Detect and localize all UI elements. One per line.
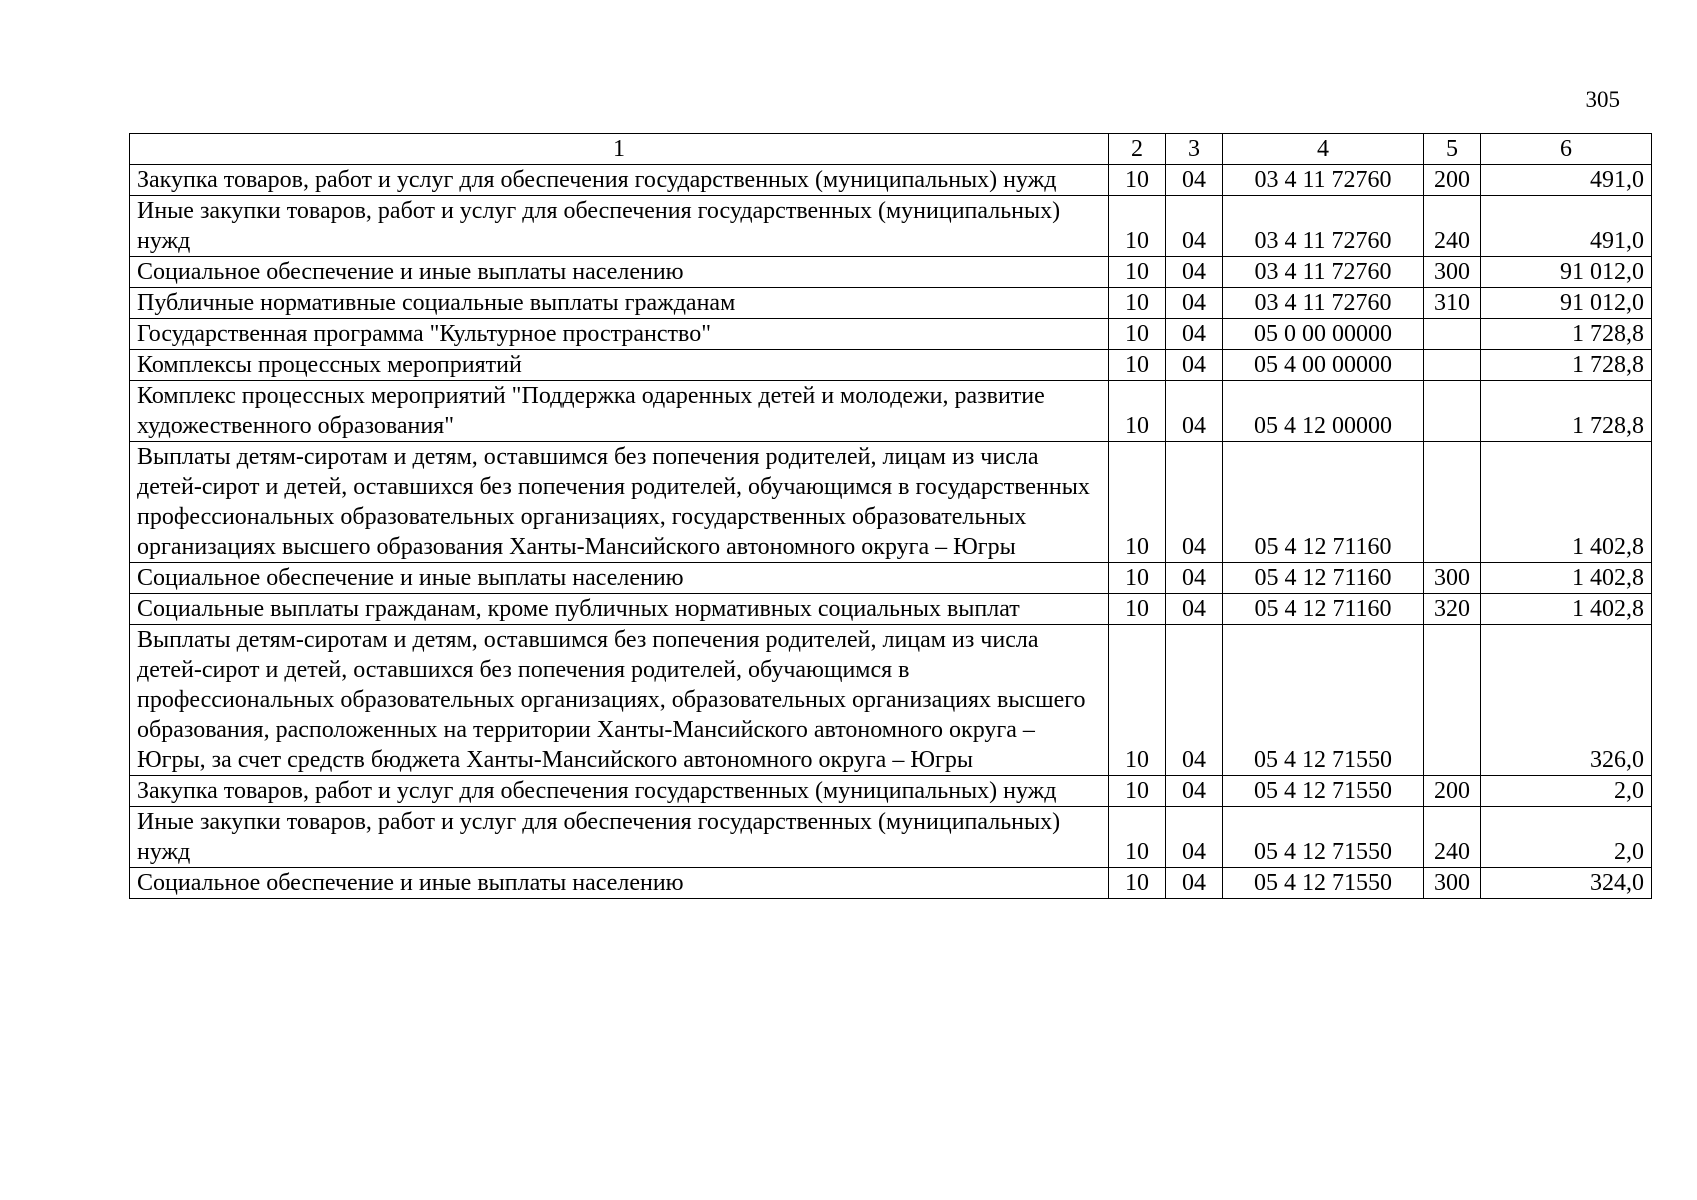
item-name: Государственная программа "Культурное пространство" — [130, 319, 1109, 350]
subsection-code: 04 — [1166, 319, 1223, 350]
section-code: 10 — [1109, 381, 1166, 442]
table-row — [130, 381, 1652, 442]
section-code: 10 — [1109, 868, 1166, 899]
table-row — [130, 165, 1652, 196]
target-article-code: 05 4 12 71160 — [1223, 563, 1424, 594]
expense-type-code — [1424, 442, 1481, 563]
section-code: 10 — [1109, 563, 1166, 594]
amount: 1 402,8 — [1481, 442, 1652, 563]
target-article-code: 05 4 12 71550 — [1223, 807, 1424, 868]
subsection-code: 04 — [1166, 807, 1223, 868]
item-name: Комплексы процессных мероприятий — [130, 350, 1109, 381]
item-name: Иные закупки товаров, работ и услуг для обеспечения государственных (муниципальных) нужд — [130, 196, 1109, 257]
item-name: Социальное обеспечение и иные выплаты населению — [130, 868, 1109, 899]
item-name: Социальное обеспечение и иные выплаты населению — [130, 257, 1109, 288]
section-code: 10 — [1109, 288, 1166, 319]
table-row — [130, 442, 1652, 563]
section-code: 10 — [1109, 196, 1166, 257]
amount: 1 728,8 — [1481, 350, 1652, 381]
target-article-code: 05 4 00 00000 — [1223, 350, 1424, 381]
table-row — [130, 563, 1652, 594]
subsection-code: 04 — [1166, 350, 1223, 381]
target-article-code: 03 4 11 72760 — [1223, 165, 1424, 196]
table-row — [130, 196, 1652, 257]
item-name: Социальное обеспечение и иные выплаты населению — [130, 563, 1109, 594]
subsection-code: 04 — [1166, 257, 1223, 288]
item-name: Выплаты детям-сиротам и детям, оставшимся без попечения родителей, лицам из числа детей-сирот и детей, оставшихся без попечения родителей, обучающимся в государственных профессиональных образовательных организациях, государственных образовательных организациях высшего образования Ханты-Мансийского автономного округа – Югры — [130, 442, 1109, 563]
expense-type-code: 240 — [1424, 807, 1481, 868]
expense-type-code: 300 — [1424, 257, 1481, 288]
target-article-code: 05 4 12 71550 — [1223, 868, 1424, 899]
expense-type-code: 200 — [1424, 165, 1481, 196]
amount: 2,0 — [1481, 807, 1652, 868]
budget-table — [129, 133, 1652, 899]
amount: 491,0 — [1481, 196, 1652, 257]
expense-type-code — [1424, 350, 1481, 381]
subsection-code: 04 — [1166, 288, 1223, 319]
column-header-6: 6 — [1481, 134, 1652, 165]
item-name: Комплекс процессных мероприятий "Поддержка одаренных детей и молодежи, развитие художественного образования" — [130, 381, 1109, 442]
item-name: Выплаты детям-сиротам и детям, оставшимся без попечения родителей, лицам из числа детей-сирот и детей, оставшихся без попечения родителей, обучающимся в профессиональных образовательных организациях, образовательных организациях высшего образования, расположенных на территории Ханты-Мансийского автономного округа – Югры, за счет средств бюджета Ханты-Мансийского автономного округа – Югры — [130, 625, 1109, 776]
expense-type-code: 300 — [1424, 563, 1481, 594]
target-article-code: 03 4 11 72760 — [1223, 196, 1424, 257]
subsection-code: 04 — [1166, 442, 1223, 563]
subsection-code: 04 — [1166, 594, 1223, 625]
table-row — [130, 257, 1652, 288]
amount: 1 728,8 — [1481, 319, 1652, 350]
amount: 324,0 — [1481, 868, 1652, 899]
subsection-code: 04 — [1166, 196, 1223, 257]
subsection-code: 04 — [1166, 868, 1223, 899]
subsection-code: 04 — [1166, 165, 1223, 196]
expense-type-code: 240 — [1424, 196, 1481, 257]
header-row — [130, 134, 1652, 165]
item-name: Закупка товаров, работ и услуг для обеспечения государственных (муниципальных) нужд — [130, 165, 1109, 196]
subsection-code: 04 — [1166, 381, 1223, 442]
subsection-code: 04 — [1166, 563, 1223, 594]
section-code: 10 — [1109, 442, 1166, 563]
page-number: 305 — [1585, 87, 1620, 112]
item-name: Закупка товаров, работ и услуг для обеспечения государственных (муниципальных) нужд — [130, 776, 1109, 807]
target-article-code: 03 4 11 72760 — [1223, 288, 1424, 319]
section-code: 10 — [1109, 625, 1166, 776]
amount: 91 012,0 — [1481, 288, 1652, 319]
table-row — [130, 868, 1652, 899]
column-header-3: 3 — [1166, 134, 1223, 165]
expense-type-code — [1424, 625, 1481, 776]
table-header — [130, 134, 1652, 165]
amount: 1 728,8 — [1481, 381, 1652, 442]
target-article-code: 05 4 12 71160 — [1223, 442, 1424, 563]
section-code: 10 — [1109, 319, 1166, 350]
target-article-code: 05 4 12 00000 — [1223, 381, 1424, 442]
table-row — [130, 350, 1652, 381]
table-row — [130, 319, 1652, 350]
section-code: 10 — [1109, 350, 1166, 381]
column-header-2: 2 — [1109, 134, 1166, 165]
column-header-4: 4 — [1223, 134, 1424, 165]
item-name: Публичные нормативные социальные выплаты гражданам — [130, 288, 1109, 319]
expense-type-code — [1424, 381, 1481, 442]
expense-type-code — [1424, 319, 1481, 350]
table-row — [130, 288, 1652, 319]
expense-type-code: 310 — [1424, 288, 1481, 319]
target-article-code: 05 0 00 00000 — [1223, 319, 1424, 350]
item-name: Социальные выплаты гражданам, кроме публичных нормативных социальных выплат — [130, 594, 1109, 625]
table-row — [130, 807, 1652, 868]
amount: 1 402,8 — [1481, 594, 1652, 625]
target-article-code: 05 4 12 71160 — [1223, 594, 1424, 625]
table-row — [130, 776, 1652, 807]
table-row — [130, 625, 1652, 776]
amount: 326,0 — [1481, 625, 1652, 776]
target-article-code: 05 4 12 71550 — [1223, 776, 1424, 807]
section-code: 10 — [1109, 594, 1166, 625]
section-code: 10 — [1109, 807, 1166, 868]
section-code: 10 — [1109, 165, 1166, 196]
expense-type-code: 200 — [1424, 776, 1481, 807]
target-article-code: 05 4 12 71550 — [1223, 625, 1424, 776]
amount: 91 012,0 — [1481, 257, 1652, 288]
amount: 2,0 — [1481, 776, 1652, 807]
table-body — [130, 165, 1652, 899]
column-header-1: 1 — [130, 134, 1109, 165]
amount: 1 402,8 — [1481, 563, 1652, 594]
subsection-code: 04 — [1166, 776, 1223, 807]
target-article-code: 03 4 11 72760 — [1223, 257, 1424, 288]
expense-type-code: 320 — [1424, 594, 1481, 625]
table-row — [130, 594, 1652, 625]
expense-type-code: 300 — [1424, 868, 1481, 899]
section-code: 10 — [1109, 257, 1166, 288]
section-code: 10 — [1109, 776, 1166, 807]
column-header-5: 5 — [1424, 134, 1481, 165]
subsection-code: 04 — [1166, 625, 1223, 776]
amount: 491,0 — [1481, 165, 1652, 196]
item-name: Иные закупки товаров, работ и услуг для обеспечения государственных (муниципальных) нужд — [130, 807, 1109, 868]
